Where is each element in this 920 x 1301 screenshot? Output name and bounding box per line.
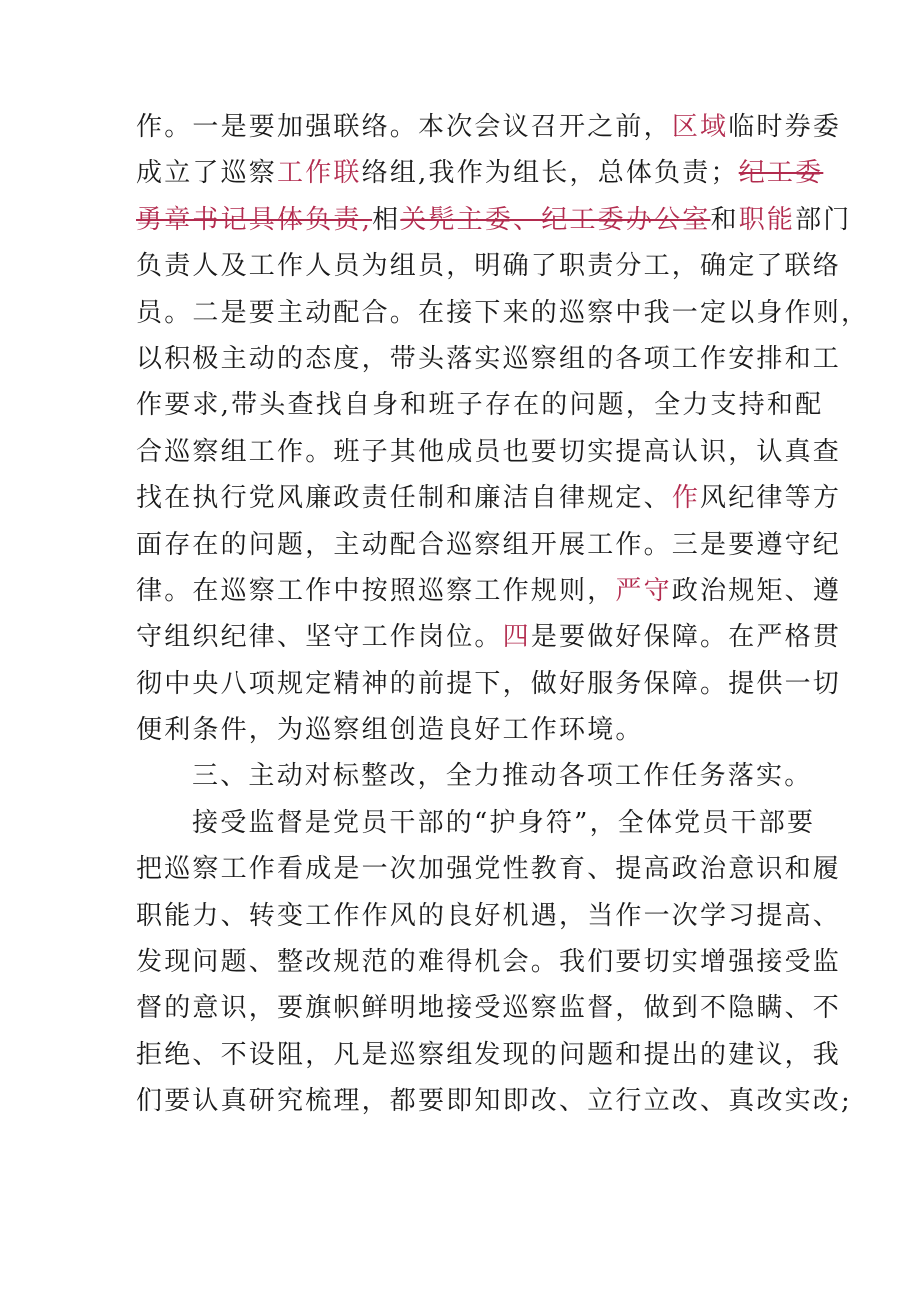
text-segment: 作要求,带头查找自身和班子存在的问题，全力支持和配: [136, 390, 824, 421]
revision-insert: 四: [502, 622, 531, 653]
text-segment: 三、主动对标整改，全力推动各项工作任务落实。: [192, 761, 813, 792]
text-segment: 相: [372, 204, 401, 235]
text-segment: 合巡察组工作。班子其他成员也要切实提高认识，认真查: [136, 436, 842, 467]
text-line: [136, 522, 842, 568]
revision-insert: 区域: [671, 112, 729, 142]
text-segment: 职能力、转变工作作风的良好机遇，当作一次学习提高、: [136, 900, 842, 931]
text-segment: 络组,我作为组长，总体负责；: [361, 158, 739, 189]
text-line: [136, 475, 842, 521]
text-segment: 找在执行党风廉政责任制和廉洁自律规定、: [136, 483, 672, 514]
text-segment: 发现问题、整改规范的难得机会。我们要切实增强接受监: [136, 947, 842, 978]
text-segment: 督的意识，要旗帜鲜明地接受巡察监督，做到不隐瞒、不: [136, 993, 842, 1024]
text-segment: 守组织纪律、坚守工作岗位。: [136, 622, 503, 653]
text-line: [136, 382, 824, 428]
text-line: [136, 893, 842, 939]
text-segment: 把巡察工作看成是一次加强党性教育、提高政治意识和履: [136, 854, 842, 885]
text-line: [136, 846, 842, 892]
text-line: [136, 150, 824, 196]
text-line: [136, 243, 842, 289]
text-line: [136, 290, 870, 336]
text-line: [136, 568, 842, 614]
text-segment: 接受监督是党员干部的“护身符”，全体党员干部要: [192, 807, 816, 838]
text-segment: 负责人及工作人员为组员，明确了职责分工，确定了联络: [136, 251, 842, 282]
text-line: [136, 985, 842, 1031]
text-segment: 拒绝、不设阻，凡是巡察组发现的问题和提出的建议，我: [136, 1039, 842, 1070]
text-segment: 部门: [795, 204, 852, 235]
revision-delete: 关髡主委、纪工委办公室: [400, 204, 711, 235]
text-segment: 风纪律等方: [700, 483, 842, 514]
text-line: [136, 800, 816, 846]
text-segment: 政治规矩、遵: [671, 575, 842, 606]
text-line: [136, 197, 852, 243]
text-segment: 是要做好保障。在严格贯: [530, 622, 842, 653]
text-line: [136, 1032, 842, 1078]
text-segment: 和: [710, 204, 739, 235]
text-line: [136, 753, 813, 799]
revision-insert: 工作联: [277, 158, 362, 189]
text-segment: 律。在巡察工作中按照巡察工作规则，: [136, 575, 616, 606]
revision-insert: 作: [671, 483, 701, 514]
text-line: [136, 707, 788, 753]
text-segment: 成立了巡察: [136, 158, 278, 189]
text-segment: 作。一是要加强联络。本次会议召开之前，: [136, 112, 672, 142]
text-segment: 以积极主动的态度，带头落实巡察组的各项工作安排和工: [136, 343, 842, 374]
revision-insert: 严守: [615, 575, 672, 606]
text-segment: 们要认真研究梳理，都要即知即改、立行立改、真改实改;: [136, 1086, 852, 1117]
text-line: [136, 614, 842, 660]
document-page: [136, 104, 870, 1125]
text-line: [136, 104, 842, 150]
text-segment: 面存在的问题，主动配合巡察组开展工作。三是要遵守纪: [136, 529, 842, 560]
text-segment: 便利条件，为巡察组创造良好工作环境。: [136, 715, 644, 746]
revision-delete: 纪工委: [738, 158, 824, 189]
text-segment: 彻中央八项规定精神的前提下，做好服务保障。提供一切: [136, 668, 842, 699]
text-line: [136, 336, 842, 382]
text-line: [136, 429, 842, 475]
text-line: [136, 661, 842, 707]
text-segment: 员。二是要主动配合。在接下来的巡察中我一定以身作则，: [136, 297, 870, 328]
text-line: [136, 1078, 852, 1124]
text-segment: 临时券委: [728, 112, 842, 142]
revision-delete: 勇章书记具体负责,: [136, 204, 373, 235]
text-line: [136, 939, 842, 985]
revision-insert: 职能: [738, 204, 796, 235]
